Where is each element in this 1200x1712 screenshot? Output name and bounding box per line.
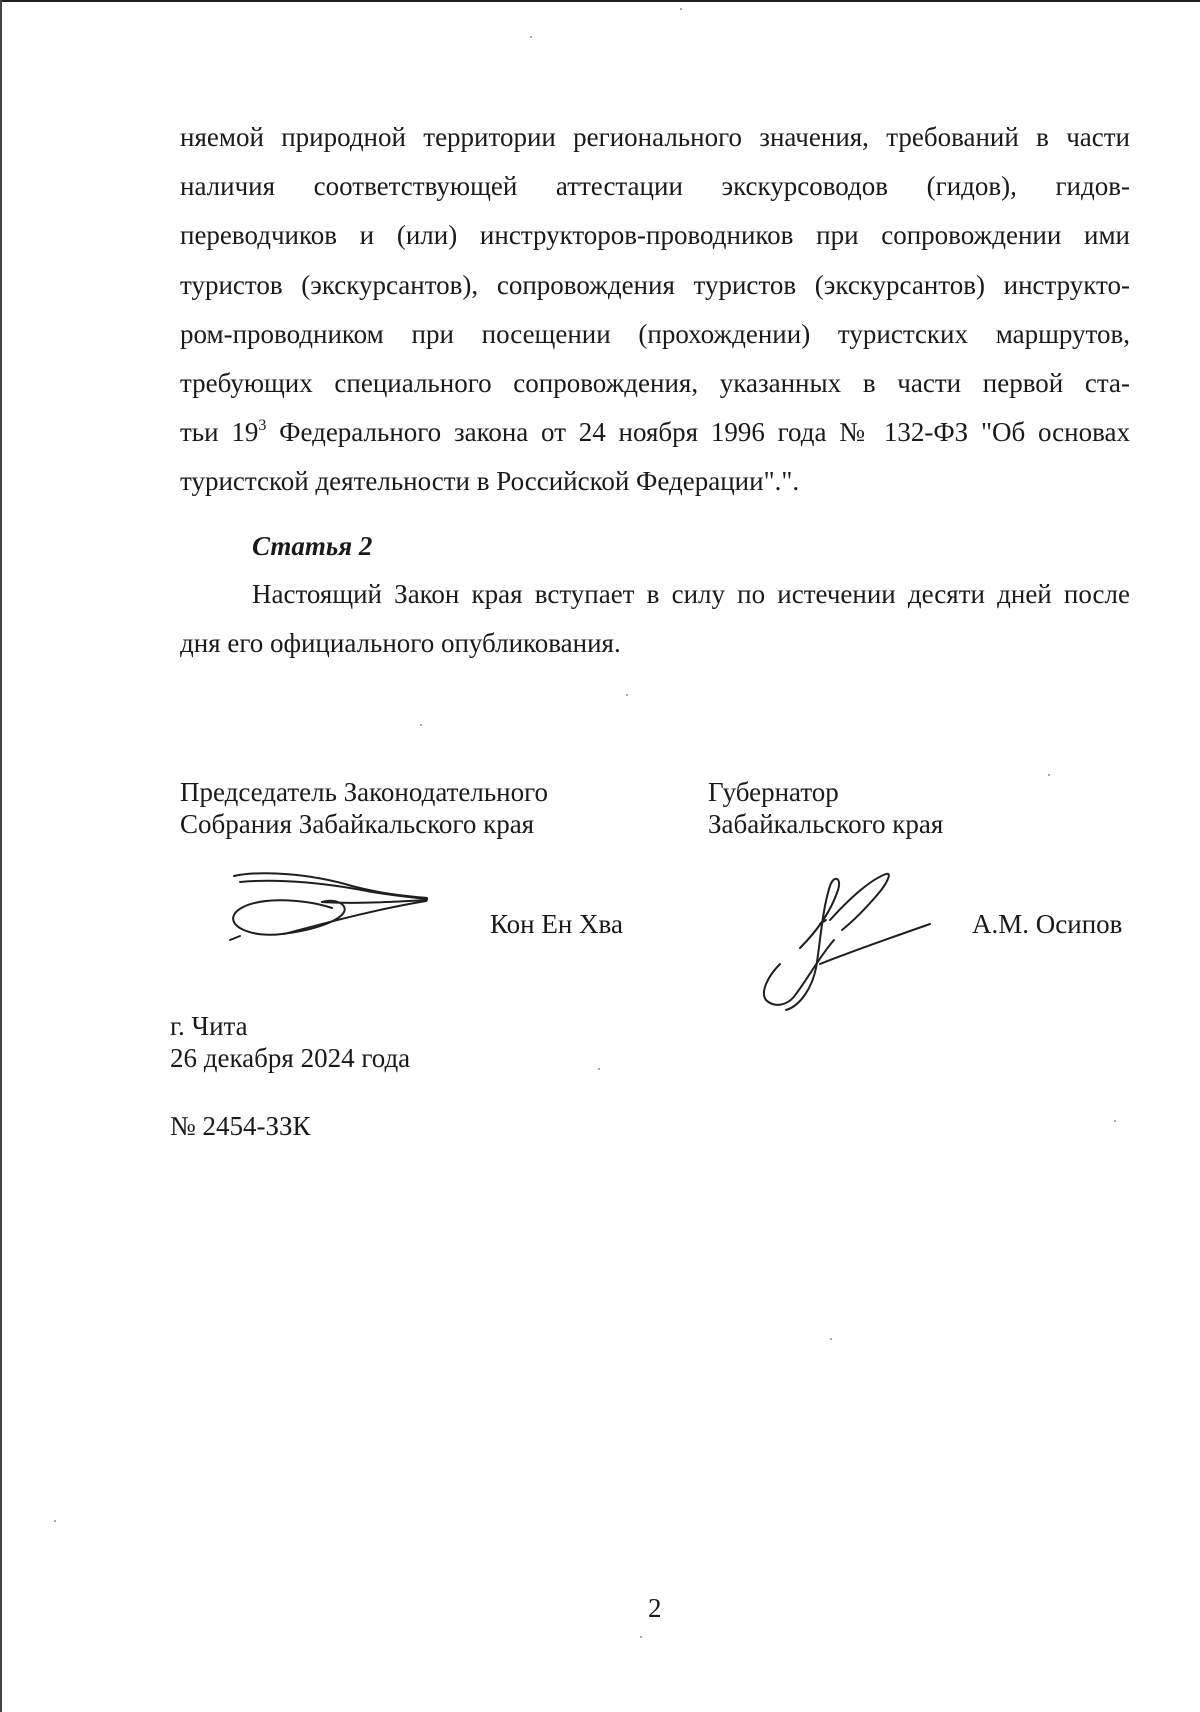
right-signature-image: [760, 868, 940, 1014]
superscript: 3: [258, 417, 267, 435]
right-signatory-title: [708, 776, 943, 840]
date: 26 декабря 2024 года: [170, 1043, 411, 1073]
article-heading: Статья 2: [252, 531, 373, 561]
scan-top-border: [0, 0, 1200, 2]
article-line: дня его официального опубликования.: [180, 628, 621, 659]
law-number: № 2454-ЗЗК: [170, 1111, 311, 1141]
body-paragraph: [180, 113, 1130, 507]
left-signature-image: [222, 868, 432, 948]
page-number: 2: [648, 1593, 662, 1623]
body-line-end: Федерального закона от 24 ноября 1996 года № 132-ФЗ "Об основах: [279, 417, 1130, 448]
scan-speck: [530, 36, 532, 38]
right-signatory-name: А.М. Осипов: [972, 909, 1123, 939]
place: г. Чита: [170, 1011, 248, 1041]
article-line: Настоящий Закон края вступает в силу по истечении десяти дней после: [252, 579, 1130, 609]
scan-speck: [830, 1338, 832, 1340]
place-and-date: [170, 1010, 410, 1074]
article-paragraph: [180, 570, 1130, 668]
scan-speck: [598, 1068, 600, 1070]
scan-left-border: [0, 0, 2, 1712]
left-signatory-title: [180, 776, 548, 840]
body-line-start: тьи 19: [180, 417, 259, 448]
left-signatory-name: Кон Ен Хва: [490, 909, 623, 939]
scan-speck: [1114, 1120, 1116, 1122]
left-title-line: Председатель Законодательного: [180, 777, 549, 807]
scan-speck: [640, 1636, 642, 1638]
scan-speck: [626, 694, 628, 696]
scan-speck: [680, 8, 682, 10]
body-line: туристов (экскурсантов), сопровождения туристов (экскурсантов) инструкто-: [180, 269, 1130, 300]
scan-speck: [1048, 774, 1050, 776]
body-line: наличия соответствующей аттестации экскурсоводов (гидов), гидов-: [180, 171, 1130, 202]
right-title-line: Забайкальского края: [708, 809, 944, 839]
body-line: требующих специального сопровождения, указанных в части первой ста-: [180, 368, 1130, 399]
left-title-line: Собрания Забайкальского края: [180, 809, 535, 839]
body-line: переводчиков и (или) инструкторов-проводников при сопровождении ими: [180, 220, 1130, 251]
body-line: ром-проводником при посещении (прохождении) туристских маршрутов,: [180, 318, 1130, 349]
right-title-line: Губернатор: [708, 777, 839, 807]
body-line: няемой природной территории регионального значения, требований в части: [180, 122, 1130, 152]
scan-speck: [420, 724, 422, 726]
scan-speck: [54, 1520, 56, 1522]
body-line-with-superscript: [180, 408, 1130, 457]
body-line: туристской деятельности в Российской Федерации".".: [180, 466, 800, 497]
